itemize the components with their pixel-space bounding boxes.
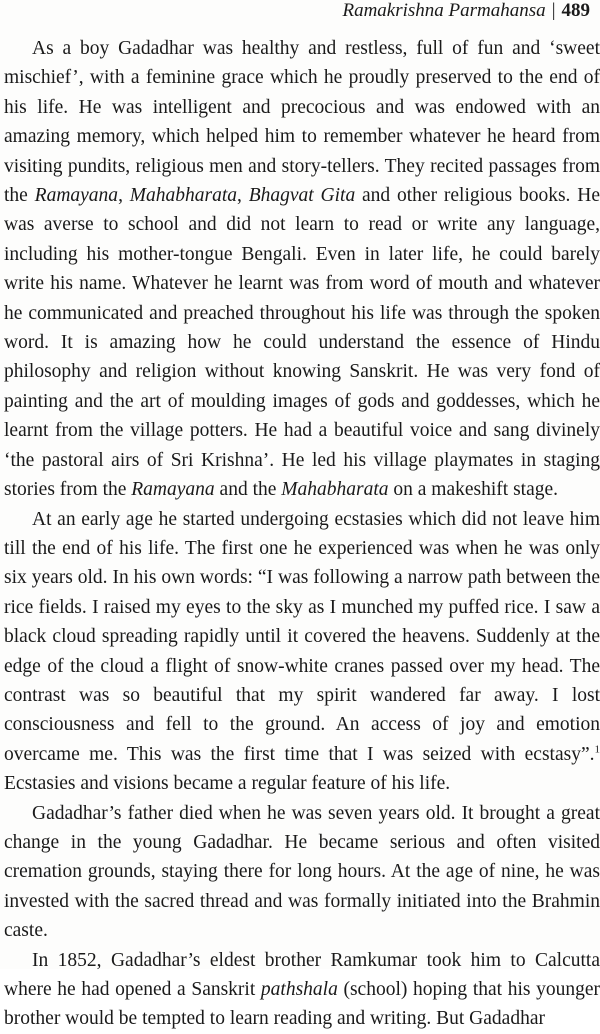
text-run: , bbox=[237, 185, 249, 206]
footnote-ref: 1 bbox=[595, 743, 600, 755]
italic-text: Ramayana bbox=[35, 185, 118, 206]
paragraph bbox=[4, 34, 600, 505]
text-run: on a makeshift stage. bbox=[389, 479, 559, 500]
running-header bbox=[342, 0, 590, 22]
text-run: In 1852, Gadadhar’s eldest brother Ramkumar took him to Calcutta where he had opened a Sanskrit bbox=[4, 950, 600, 1000]
text-run: At an early age he started undergoing ecstasies which did not leave him till the end of his life. The first one he experienced was when he was only six years old. In his own words: “I was following a narrow path between the rice fields. I raised my eyes to the sky as I munched my puffed rice. I saw a black cloud spreading rapidly until it covered the heavens. Suddenly at the edge of the cloud a flight of snow-white cranes passed over my head. The contrast was so beautiful that my spirit wandered far away. I lost consciousness and fell to the ground. An access of joy and emotion overcame me. This was the first time that I was seized with ecstasy”. bbox=[4, 509, 600, 765]
paragraph bbox=[4, 505, 600, 799]
page-number: 489 bbox=[562, 0, 591, 21]
italic-text: pathshala bbox=[261, 979, 338, 1000]
text-run: and other religious books. He was averse to school and did not learn to read or write any language, including his mother-tongue Bengali. Even in later life, he could barely write his name. Whatever he learnt was from word of mouth and whatever he communicated and preached throughout his life was through the spoken word. It is amazing how he could understand the essence of Hindu philosophy and religion without knowing Sanskrit. He was very fond of painting and the art of moulding images of gods and goddesses, which he learnt from the village potters. He had a beautiful voice and sang divinely ‘the pastoral airs of Sri Krishna’. He led his village playmates in staging stories from the bbox=[4, 185, 600, 500]
running-header-title: Ramakrishna Parmahansa bbox=[342, 0, 545, 21]
text-run: As a boy Gadadhar was healthy and restless, full of fun and ‘sweet mischief’, with a feminine grace which he proudly preserved to the end of his life. He was intelligent and precocious and was endowed with an amazing memory, which helped him to remember whatever he heard from visiting pundits, religious men and story-tellers. They recited passages from the bbox=[4, 38, 600, 206]
text-run: Ecstasies and visions became a regular feature of his life. bbox=[4, 773, 450, 794]
text-run: , bbox=[118, 185, 130, 206]
italic-text: Ramayana bbox=[131, 479, 214, 500]
running-header-separator: | bbox=[546, 0, 562, 21]
italic-text: Mahabharata bbox=[281, 479, 388, 500]
text-run: and the bbox=[215, 479, 282, 500]
body-text bbox=[4, 34, 600, 1034]
italic-text: Mahabharata bbox=[130, 185, 237, 206]
text-run: (school) hoping that his younger brother would be tempted to learn reading and writing. But Gadadhar bbox=[4, 979, 600, 1029]
paragraph bbox=[4, 946, 600, 1034]
paragraph bbox=[4, 799, 600, 946]
text-run: Gadadhar’s father died when he was seven years old. It brought a great change in the young Gadadhar. He became serious and often visited cremation grounds, staying there for long hours. At the age of nine, he was invested with the sacred thread and was formally initiated into the Brahmin caste. bbox=[4, 803, 600, 942]
italic-text: Bhagvat Gita bbox=[249, 185, 355, 206]
